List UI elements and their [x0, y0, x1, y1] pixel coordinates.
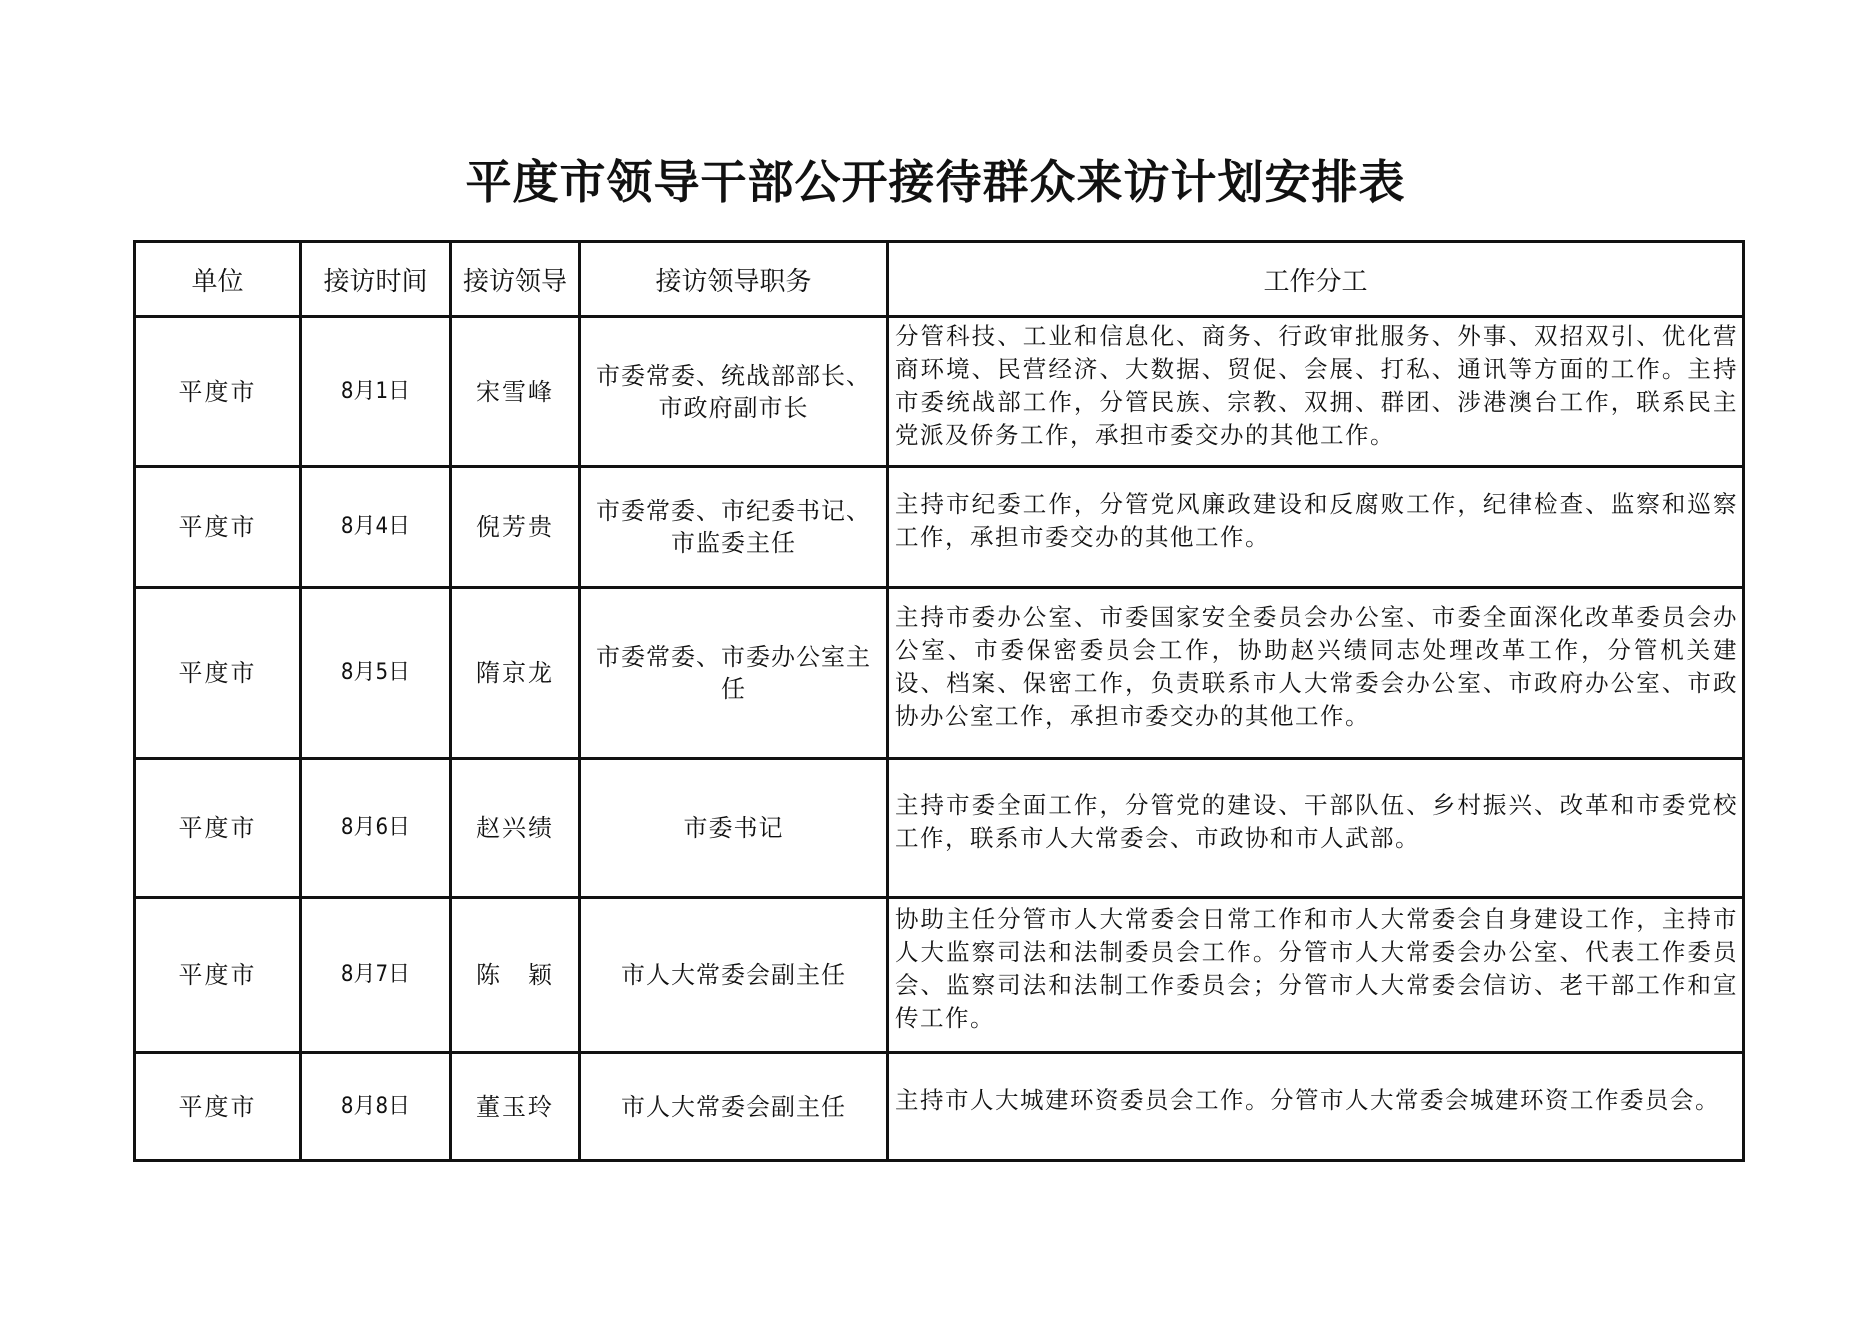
- leader-cell: 隋京龙: [451, 588, 580, 759]
- duty-cell: [888, 588, 1744, 759]
- table-row: [135, 1053, 1744, 1161]
- table-row: [135, 898, 1744, 1053]
- date-cell: 8月8日: [301, 1053, 451, 1161]
- date-cell: 8月7日: [301, 898, 451, 1053]
- duty-cell: [888, 759, 1744, 898]
- post-cell: 市人大常委会副主任: [580, 898, 888, 1053]
- header-date: 接访时间: [301, 242, 451, 317]
- duty-text: 协助主任分管市人大常委会日常工作和市人大常委会自身建设工作，主持市人大监察司法和法制委员会工作。分管市人大常委会办公室、代表工作委员会、监察司法和法制工作委员会；分管市人大常委会信访、老干部工作和宣传工作。: [895, 905, 1738, 1032]
- unit-cell: 平度市: [135, 467, 301, 588]
- table-row: [135, 317, 1744, 467]
- unit-cell: 平度市: [135, 588, 301, 759]
- unit-cell: 平度市: [135, 898, 301, 1053]
- header-unit: 单位: [135, 242, 301, 317]
- table-row: [135, 588, 1744, 759]
- table-row: [135, 467, 1744, 588]
- duty-text: 主持市人大城建环资委员会工作。分管市人大常委会城建环资工作委员会。: [895, 1086, 1720, 1114]
- schedule-table: [133, 240, 1745, 1162]
- page-title: 平度市领导干部公开接待群众来访计划安排表: [465, 155, 1406, 209]
- header-post: 接访领导职务: [580, 242, 888, 317]
- post-cell: 市委常委、市纪委书记、市监委主任: [580, 467, 888, 588]
- leader-cell: 陈 颖: [451, 898, 580, 1053]
- duty-text: 分管科技、工业和信息化、商务、行政审批服务、外事、双招双引、优化营商环境、民营经济、大数据、贸促、会展、打私、通讯等方面的工作。主持市委统战部工作，分管民族、宗教、双拥、群团、涉港澳台工作，联系民主党派及侨务工作，承担市委交办的其他工作。: [895, 321, 1738, 449]
- duty-text: 主持市委办公室、市委国家安全委员会办公室、市委全面深化改革委员会办公室、市委保密委员会工作，协助赵兴绩同志处理改革工作，分管机关建设、档案、保密工作，负责联系市人大常委会办公室、市政府办公室、市政协办公室工作，承担市委交办的其他工作。: [895, 603, 1738, 730]
- duty-cell: [888, 467, 1744, 588]
- header-leader: 接访领导: [451, 242, 580, 317]
- unit-cell: 平度市: [135, 317, 301, 467]
- leader-cell: 赵兴绩: [451, 759, 580, 898]
- post-cell: 市委常委、统战部部长、市政府副市长: [580, 317, 888, 467]
- post-cell: 市人大常委会副主任: [580, 1053, 888, 1161]
- duty-text: 主持市委全面工作，分管党的建设、干部队伍、乡村振兴、改革和市委党校工作，联系市人大常委会、市政协和市人武部。: [895, 791, 1738, 852]
- leader-cell: 倪芳贵: [451, 467, 580, 588]
- unit-cell: 平度市: [135, 1053, 301, 1161]
- table-header-row: [135, 242, 1744, 317]
- leader-cell: 董玉玲: [451, 1053, 580, 1161]
- duty-cell: [888, 317, 1744, 467]
- date-cell: 8月4日: [301, 467, 451, 588]
- duty-cell: [888, 898, 1744, 1053]
- duty-cell: [888, 1053, 1744, 1161]
- unit-cell: 平度市: [135, 759, 301, 898]
- post-cell: 市委书记: [580, 759, 888, 898]
- header-duty: 工作分工: [888, 242, 1744, 317]
- leader-cell: 宋雪峰: [451, 317, 580, 467]
- date-cell: 8月1日: [301, 317, 451, 467]
- date-cell: 8月5日: [301, 588, 451, 759]
- duty-text: 主持市纪委工作，分管党风廉政建设和反腐败工作，纪律检查、监察和巡察工作，承担市委交办的其他工作。: [895, 490, 1738, 551]
- post-cell: 市委常委、市委办公室主任: [580, 588, 888, 759]
- date-cell: 8月6日: [301, 759, 451, 898]
- table-row: [135, 759, 1744, 898]
